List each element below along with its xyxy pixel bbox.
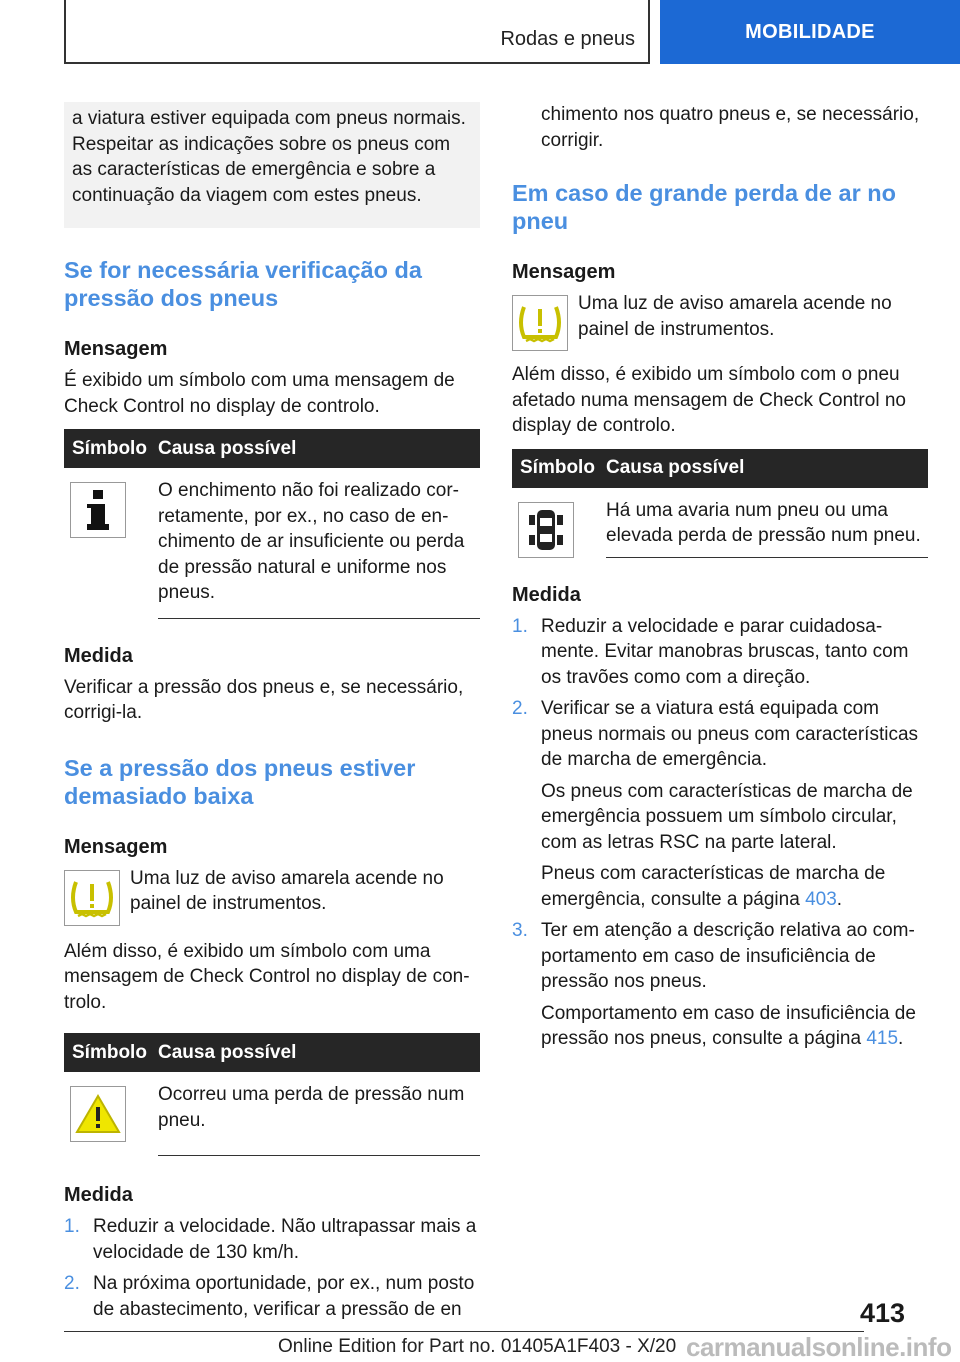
section-title-large-air-loss: Em caso de grande perda de ar no pneu [512,180,896,234]
col-cause: Causa possível [158,437,297,459]
measure-text: Verificar a pressão dos pneus e, se necessário, corrigi-la. [64,676,464,723]
measure-heading: Medida [64,1184,133,1206]
symbol-table-header [512,449,928,488]
step-text: Ter em atenção a descrição relativa ao comportamento em caso de insuficiência de pressão nos pneus. [541,920,915,992]
col-symbol: Símbolo [72,437,147,459]
warning-light-text: Uma luz de aviso amarela acende no painel de instrumentos. [130,867,444,914]
message-text: Além disso, é exibido um símbolo com o pneu afetado numa mensagem de Check Control no display de controlo. [512,364,906,436]
cause-text: O enchimento não foi realizado corretamente, por ex., no caso de enchimento de ar insuficiente ou perda de pressão natural e uniforme nos pneus. [158,480,465,603]
right-column [512,102,928,1052]
table-row [158,468,480,619]
tire-pressure-warning-icon [64,870,120,926]
note-box [64,102,480,228]
period: . [898,1028,904,1049]
left-column [64,102,480,1322]
table-row [158,1072,480,1156]
cause-text: Há uma avaria num pneu ou uma elevada perda de pressão num pneu. [606,499,921,546]
measure-steps [512,614,928,1052]
step-text: Na próxima oportunidade, por ex., num posto de abastecimento, verificar a pressão de en [93,1273,475,1320]
warning-light-text: Uma luz de aviso amarela acende no painel de instrumentos. [578,293,892,340]
col-cause: Causa possível [606,457,745,478]
step-number: 3. [512,920,528,941]
cause-text: Ocorreu uma perda de pressão num pneu. [158,1084,465,1131]
continued-text: chimento nos quatro pneus e, se necessário, corrigir. [541,104,920,151]
list-item [64,1214,480,1265]
list-item [512,918,928,1052]
watermark: carmanualsonline.info [686,1332,952,1362]
step-number: 1. [512,615,528,637]
step-number: 2. [64,1273,80,1294]
ref-text: Comportamento em caso de insuficiência de pressão nos pneus, consulte a página [541,1002,916,1049]
page-ref-link[interactable]: 415 [866,1028,899,1049]
measure-heading: Medida [64,644,133,667]
table-row [606,488,928,558]
col-symbol: Símbolo [520,457,595,478]
footer-edition: Online Edition for Part no. 01405A1F403 - X/20 [278,1336,677,1357]
header-chapter-tab[interactable]: MOBILIDADE [660,0,960,64]
section-title-low-pressure: Se a pressão dos pneus estiver demasiado baixa [64,754,416,809]
message-text: Além disso, é exibido um símbolo com uma mensagem de Check Control no display de controlo. [64,940,470,1013]
warning-light-block [512,291,928,342]
section-title-check-pressure: Se for necessária verificação da pressão dos pneus [64,257,422,311]
step-number: 2. [512,698,528,719]
step-text: Verificar se a viatura está equipada com pneus normais ou pneus com características de marcha de emergência. [541,698,919,770]
step-number: 1. [64,1216,80,1237]
message-heading: Mensagem [64,835,168,858]
message-heading: Mensagem [512,261,616,283]
warning-triangle-icon [70,1086,126,1142]
period: . [836,888,843,910]
col-cause: Causa possível [158,1041,297,1063]
step-text: Reduzir a velocidade e parar cuidadosamente. Evitar manobras bruscas, tanto com os travões como com a direção. [541,615,909,688]
step-note: Os pneus com características de marcha de emergência possuem um símbolo circular, com as letras RSC na parte lateral. [541,780,913,853]
symbol-table-header [64,1033,480,1072]
header-bottom-rule [64,62,650,64]
header-section-title: Rodas e pneus [500,28,635,50]
car-tire-damage-icon [518,502,574,558]
page-number: 413 [860,1298,906,1328]
header-left-rule [64,0,66,64]
page-ref-link[interactable]: 403 [805,888,837,910]
symbol-table-header [64,429,480,468]
measure-heading: Medida [512,583,581,606]
header-right-rule [648,0,650,64]
measure-steps [64,1214,480,1322]
step-note-with-ref [541,1001,928,1052]
step-note-with-ref [541,861,928,912]
list-item [64,1271,480,1322]
info-icon [70,482,126,538]
list-item [512,696,928,912]
message-text: É exibido um símbolo com uma mensagem de Check Control no display de controlo. [64,370,455,417]
ref-text: Pneus com características de marcha de emergência, consulte a página [541,863,886,910]
col-symbol: Símbolo [72,1041,147,1063]
tire-pressure-warning-icon [512,295,568,351]
step-text: Reduzir a velocidade. Não ultrapassar mais a velocidade de 130 km/h. [93,1216,477,1263]
message-heading: Mensagem [64,338,168,360]
warning-light-block [64,866,480,917]
list-item [512,614,928,691]
note-box-text: a viatura estiver equipada com pneus normais. Respeitar as indicações sobre os pneus com as características de emergência e sobre a continuação da viagem com estes pneus. [72,108,466,206]
